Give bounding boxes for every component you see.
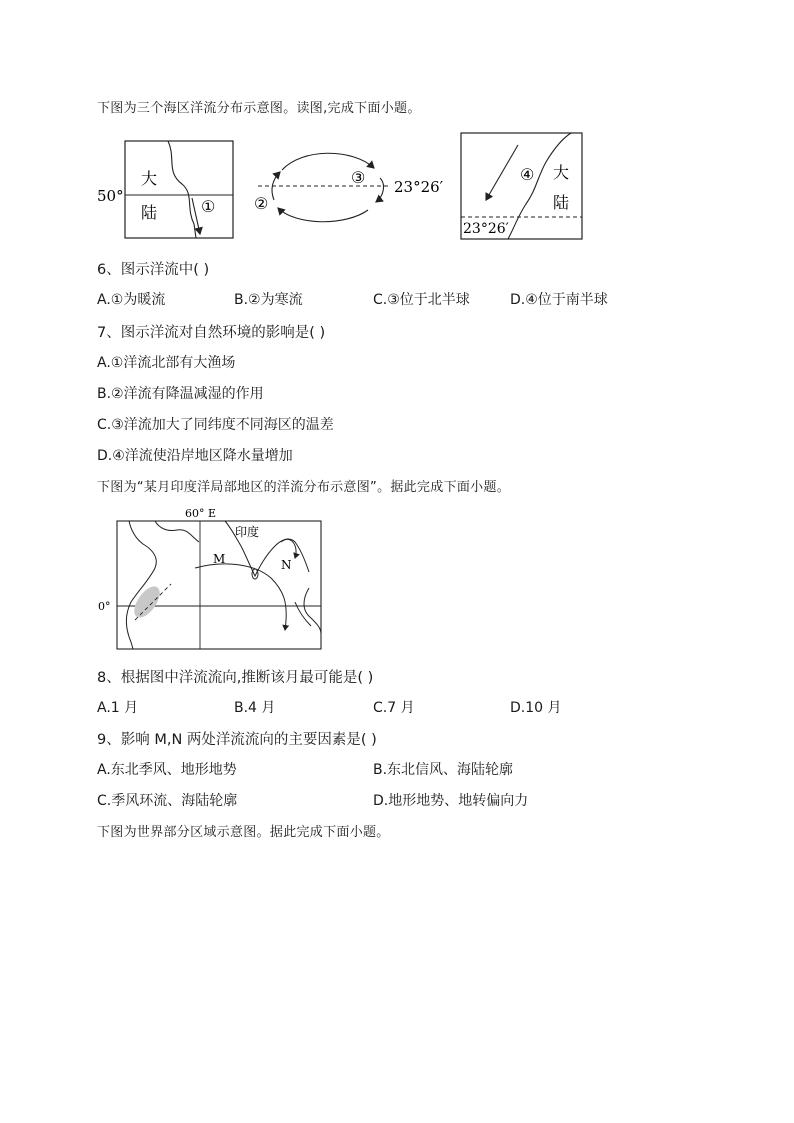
continent-label-lu-right: 陆 [553, 193, 570, 212]
continent-label-da: 大 [141, 169, 158, 188]
question-7-option-a: A.①洋流北部有大渔场 [97, 355, 236, 371]
current-m-label: M [213, 552, 226, 566]
current-2-label: ② [254, 194, 269, 213]
question-9-option-c: C.季风环流、海陆轮廓 [97, 793, 238, 809]
ocean-current-figure-1 [90, 128, 590, 246]
question-9-stem: 9、影响 M,N 两处洋流流向的主要因素是( ) [97, 732, 377, 748]
left-panel [97, 141, 233, 238]
continent-label-da-right: 大 [553, 163, 570, 182]
latitude-2326-label: 23°26′ [394, 178, 444, 196]
current-1-label: ① [201, 197, 216, 216]
middle-gyre [254, 153, 444, 222]
india-label: 印度 [235, 525, 260, 539]
left-panel-frame [125, 141, 233, 238]
question-9-option-b: B.东北信风、海陆轮廓 [373, 762, 514, 778]
indian-ocean-figure [95, 502, 327, 652]
current-n-arrow [281, 539, 296, 558]
current-m-arrow [195, 564, 286, 630]
question-8-option-a: A.1 月 [97, 700, 139, 716]
question-7-option-d: D.④洋流使沿岸地区降水量增加 [97, 448, 293, 464]
question-7-option-c: C.③洋流加大了同纬度不同海区的温差 [97, 417, 334, 433]
intro-text-2: 下图为“某月印度洋局部地区的洋流分布示意图”。据此完成下面小题。 [97, 480, 511, 495]
question-8-stem: 8、根据图中洋流流向,推断该月最可能是( ) [97, 670, 374, 686]
arabia-coastline [155, 521, 199, 542]
current-4-label: ④ [520, 165, 535, 184]
sri-lanka-island [252, 569, 258, 579]
question-6-stem: 6、图示洋流中( ) [97, 262, 210, 278]
question-7-stem: 7、图示洋流对自然环境的影响是( ) [97, 325, 326, 341]
gyre-right-arrow [376, 178, 383, 202]
question-9-option-d: D.地形地势、地转偏向力 [373, 793, 529, 809]
continent-label-lu: 陆 [141, 203, 158, 222]
question-8-option-b: B.4 月 [234, 700, 276, 716]
right-panel [461, 133, 582, 239]
southeast-asia-coastline [304, 588, 321, 634]
coastline-left [168, 141, 196, 238]
question-8-option-c: C.7 月 [373, 700, 415, 716]
question-7-option-b: B.②洋流有降温减湿的作用 [97, 386, 264, 402]
current-n-label: N [281, 558, 292, 572]
equator-label: 0° [98, 600, 111, 613]
longitude-60e-label: 60° E [185, 507, 217, 520]
question-6-option-b: B.②为寒流 [234, 292, 303, 308]
question-6-option-d: D.④位于南半球 [510, 292, 608, 308]
intro-text-1: 下图为三个海区洋流分布示意图。读图,完成下面小题。 [97, 101, 421, 116]
coastline-right [508, 133, 571, 239]
intro-text-3: 下图为世界部分区域示意图。据此完成下面小题。 [97, 825, 390, 840]
question-6-option-c: C.③位于北半球 [373, 292, 470, 308]
current-4-arrow [486, 145, 518, 200]
question-8-option-d: D.10 月 [510, 700, 562, 716]
right-latitude-label: 23°26′ [463, 221, 509, 237]
question-9-option-a: A.东北季风、地形地势 [97, 762, 237, 778]
current-3-label: ③ [351, 168, 366, 187]
latitude-50-label: 50° [97, 187, 124, 205]
gyre-bottom-arrow [278, 208, 368, 222]
africa-coastline [127, 521, 157, 649]
current-1-arrow [192, 198, 200, 234]
question-6-option-a: A.①为暖流 [97, 292, 166, 308]
shaded-upwelling-zone [129, 582, 164, 622]
